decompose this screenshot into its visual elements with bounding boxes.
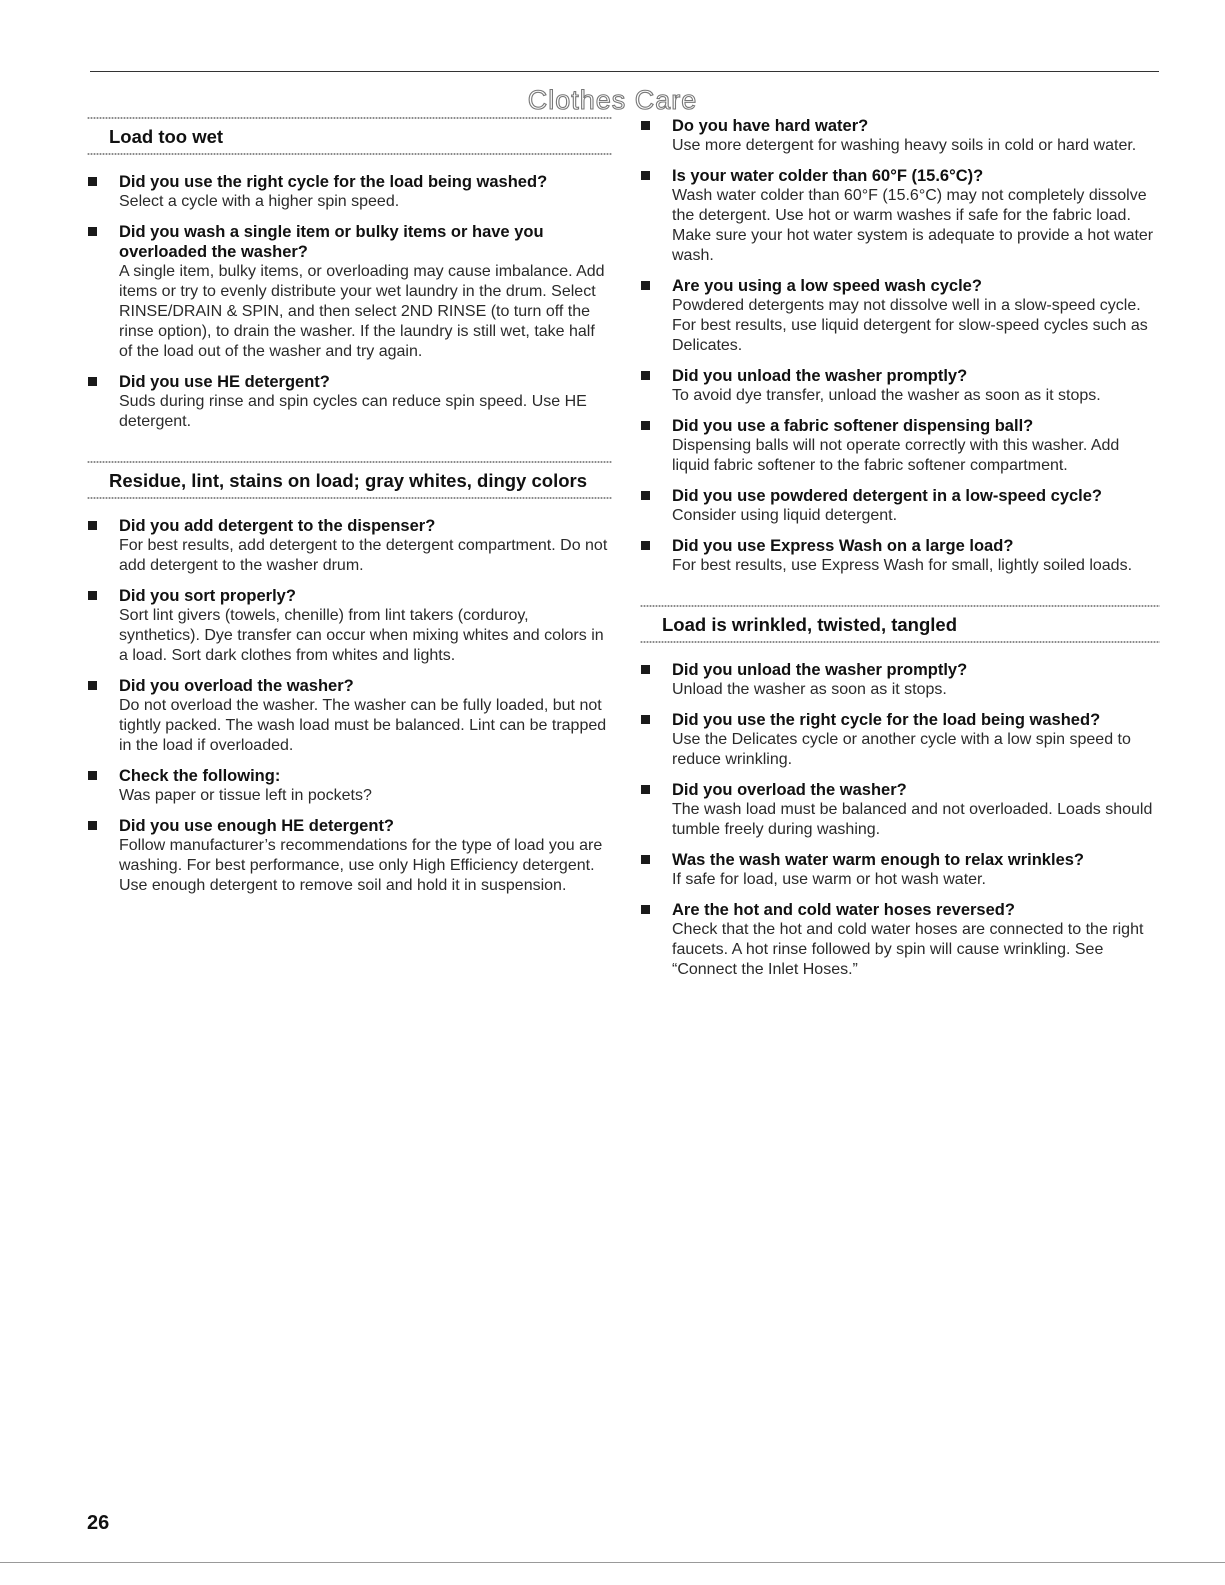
square-bullet-icon [88,521,97,530]
answer: Sort lint givers (towels, chenille) from lint takers (corduroy, synthetics). Dye transfer can occur when mixing whites and colors in a load. Sort dark clothes from whites and lights. [119,607,604,664]
question-list [87,172,612,432]
square-bullet-icon [641,491,650,500]
list-item [87,222,612,362]
list-item [640,710,1160,770]
question: Was the wash water warm enough to relax wrinkles? [672,851,1085,869]
answer: Was paper or tissue left in pockets? [119,787,372,804]
question: Do you have hard water? [672,117,869,135]
answer: Powdered detergents may not dissolve well in a slow-speed cycle. For best results, use liquid detergent for slow-speed cycles such as Delicates. [672,297,1148,354]
list-item [640,486,1160,526]
square-bullet-icon [641,855,650,864]
question: Did you use the right cycle for the load being washed? [119,173,548,191]
list-item [87,766,612,806]
answer: Follow manufacturer’s recommendations for the type of load you are washing. For best performance, use only High Efficiency detergent. Use enough detergent to remove soil and hold it in suspension. [119,837,603,894]
square-bullet-icon [88,177,97,186]
bottom-rule [0,1562,1225,1563]
question: Did you use enough HE detergent? [119,817,395,835]
answer: Select a cycle with a higher spin speed. [119,193,400,210]
answer: Use the Delicates cycle or another cycle with a low spin speed to reduce wrinkling. [672,731,1131,768]
answer: To avoid dye transfer, unload the washer as soon as it stops. [672,387,1101,404]
square-bullet-icon [641,281,650,290]
answer: Wash water colder than 60°F (15.6°C) may not completely dissolve the detergent. Use hot or warm washes if safe for the fabric load. Make sure your hot water system is adequate to provide a hot water wash. [672,187,1154,264]
question: Are the hot and cold water hoses reversed? [672,901,1015,919]
question-list [640,116,1160,576]
square-bullet-icon [88,227,97,236]
square-bullet-icon [641,421,650,430]
answer: Consider using liquid detergent. [672,507,898,524]
square-bullet-icon [88,377,97,386]
list-item [87,516,612,576]
list-item [640,366,1160,406]
question: Did you wash a single item or bulky items or have you overloaded the washer? [119,223,544,261]
answer: Unload the washer as soon as it stops. [672,681,947,698]
answer: A single item, bulky items, or overloading may cause imbalance. Add items or try to evenly distribute your wet laundry in the drum. Select RINSE/DRAIN & SPIN, and then select 2ND RINSE (to turn off the rinse option), to drain the washer. If the laundry is still wet, take half of the load out of the washer and try again. [119,263,605,360]
square-bullet-icon [641,715,650,724]
square-bullet-icon [88,771,97,780]
list-item [640,780,1160,840]
section-title: Load too wet [109,126,224,147]
square-bullet-icon [88,821,97,830]
square-bullet-icon [641,665,650,674]
square-bullet-icon [641,785,650,794]
question: Did you overload the washer? [119,677,354,695]
list-item [87,586,612,666]
dotted-rule [87,496,612,500]
answer: For best results, use Express Wash for small, lightly soiled loads. [672,557,1133,574]
list-item [640,900,1160,980]
square-bullet-icon [641,121,650,130]
list-item [640,416,1160,476]
list-item [640,536,1160,576]
answer: Check that the hot and cold water hoses are connected to the right faucets. A hot rinse followed by spin will cause wrinkling. See “Connect the Inlet Hoses.” [672,921,1144,978]
answer: For best results, add detergent to the detergent compartment. Do not add detergent to the washer drum. [119,537,608,574]
list-item [87,816,612,896]
answer: Dispensing balls will not operate correctly with this washer. Add liquid fabric softener to the fabric softener compartment. [672,437,1120,474]
dotted-rule [87,152,612,156]
list-item [640,660,1160,700]
question-list [87,516,612,896]
list-item [640,116,1160,156]
answer: If safe for load, use warm or hot wash water. [672,871,986,888]
answer: Do not overload the washer. The washer can be fully loaded, but not tightly packed. The wash load must be balanced. Lint can be trapped in the load if overloaded. [119,697,607,754]
list-item [640,166,1160,266]
dotted-rule [640,640,1160,644]
square-bullet-icon [641,541,650,550]
answer: The wash load must be balanced and not overloaded. Loads should tumble freely during washing. [672,801,1153,838]
square-bullet-icon [641,371,650,380]
question: Did you sort properly? [119,587,296,605]
list-item [87,676,612,756]
question: Did you overload the washer? [672,781,907,799]
question: Did you use powdered detergent in a low-speed cycle? [672,487,1103,505]
section-header-residue [87,460,612,500]
list-item [640,850,1160,890]
question: Is your water colder than 60°F (15.6°C)? [672,167,984,185]
list-item [640,276,1160,356]
question: Did you unload the washer promptly? [672,661,968,679]
right-column [640,116,1160,990]
question: Did you use Express Wash on a large load? [672,537,1014,555]
left-column [87,116,612,906]
question-list [640,660,1160,980]
question: Did you add detergent to the dispenser? [119,517,436,535]
question: Did you use a fabric softener dispensing ball? [672,417,1034,435]
page-title: Clothes Care [527,85,698,115]
question: Check the following: [119,767,281,785]
section-header-load-too-wet [87,116,612,156]
square-bullet-icon [88,591,97,600]
answer: Suds during rinse and spin cycles can reduce spin speed. Use HE detergent. [119,393,587,430]
question: Did you use HE detergent? [119,373,330,391]
square-bullet-icon [88,681,97,690]
question: Are you using a low speed wash cycle? [672,277,982,295]
square-bullet-icon [641,905,650,914]
question: Did you unload the washer promptly? [672,367,968,385]
top-rule [90,71,1159,72]
section-title: Residue, lint, stains on load; gray whites, dingy colors [109,470,588,491]
list-item [87,372,612,432]
answer: Use more detergent for washing heavy soils in cold or hard water. [672,137,1137,154]
list-item [87,172,612,212]
page-number: 26 [87,1512,110,1534]
question: Did you use the right cycle for the load being washed? [672,711,1101,729]
section-title: Load is wrinkled, twisted, tangled [662,614,958,635]
square-bullet-icon [641,171,650,180]
section-header-wrinkled [640,604,1160,644]
